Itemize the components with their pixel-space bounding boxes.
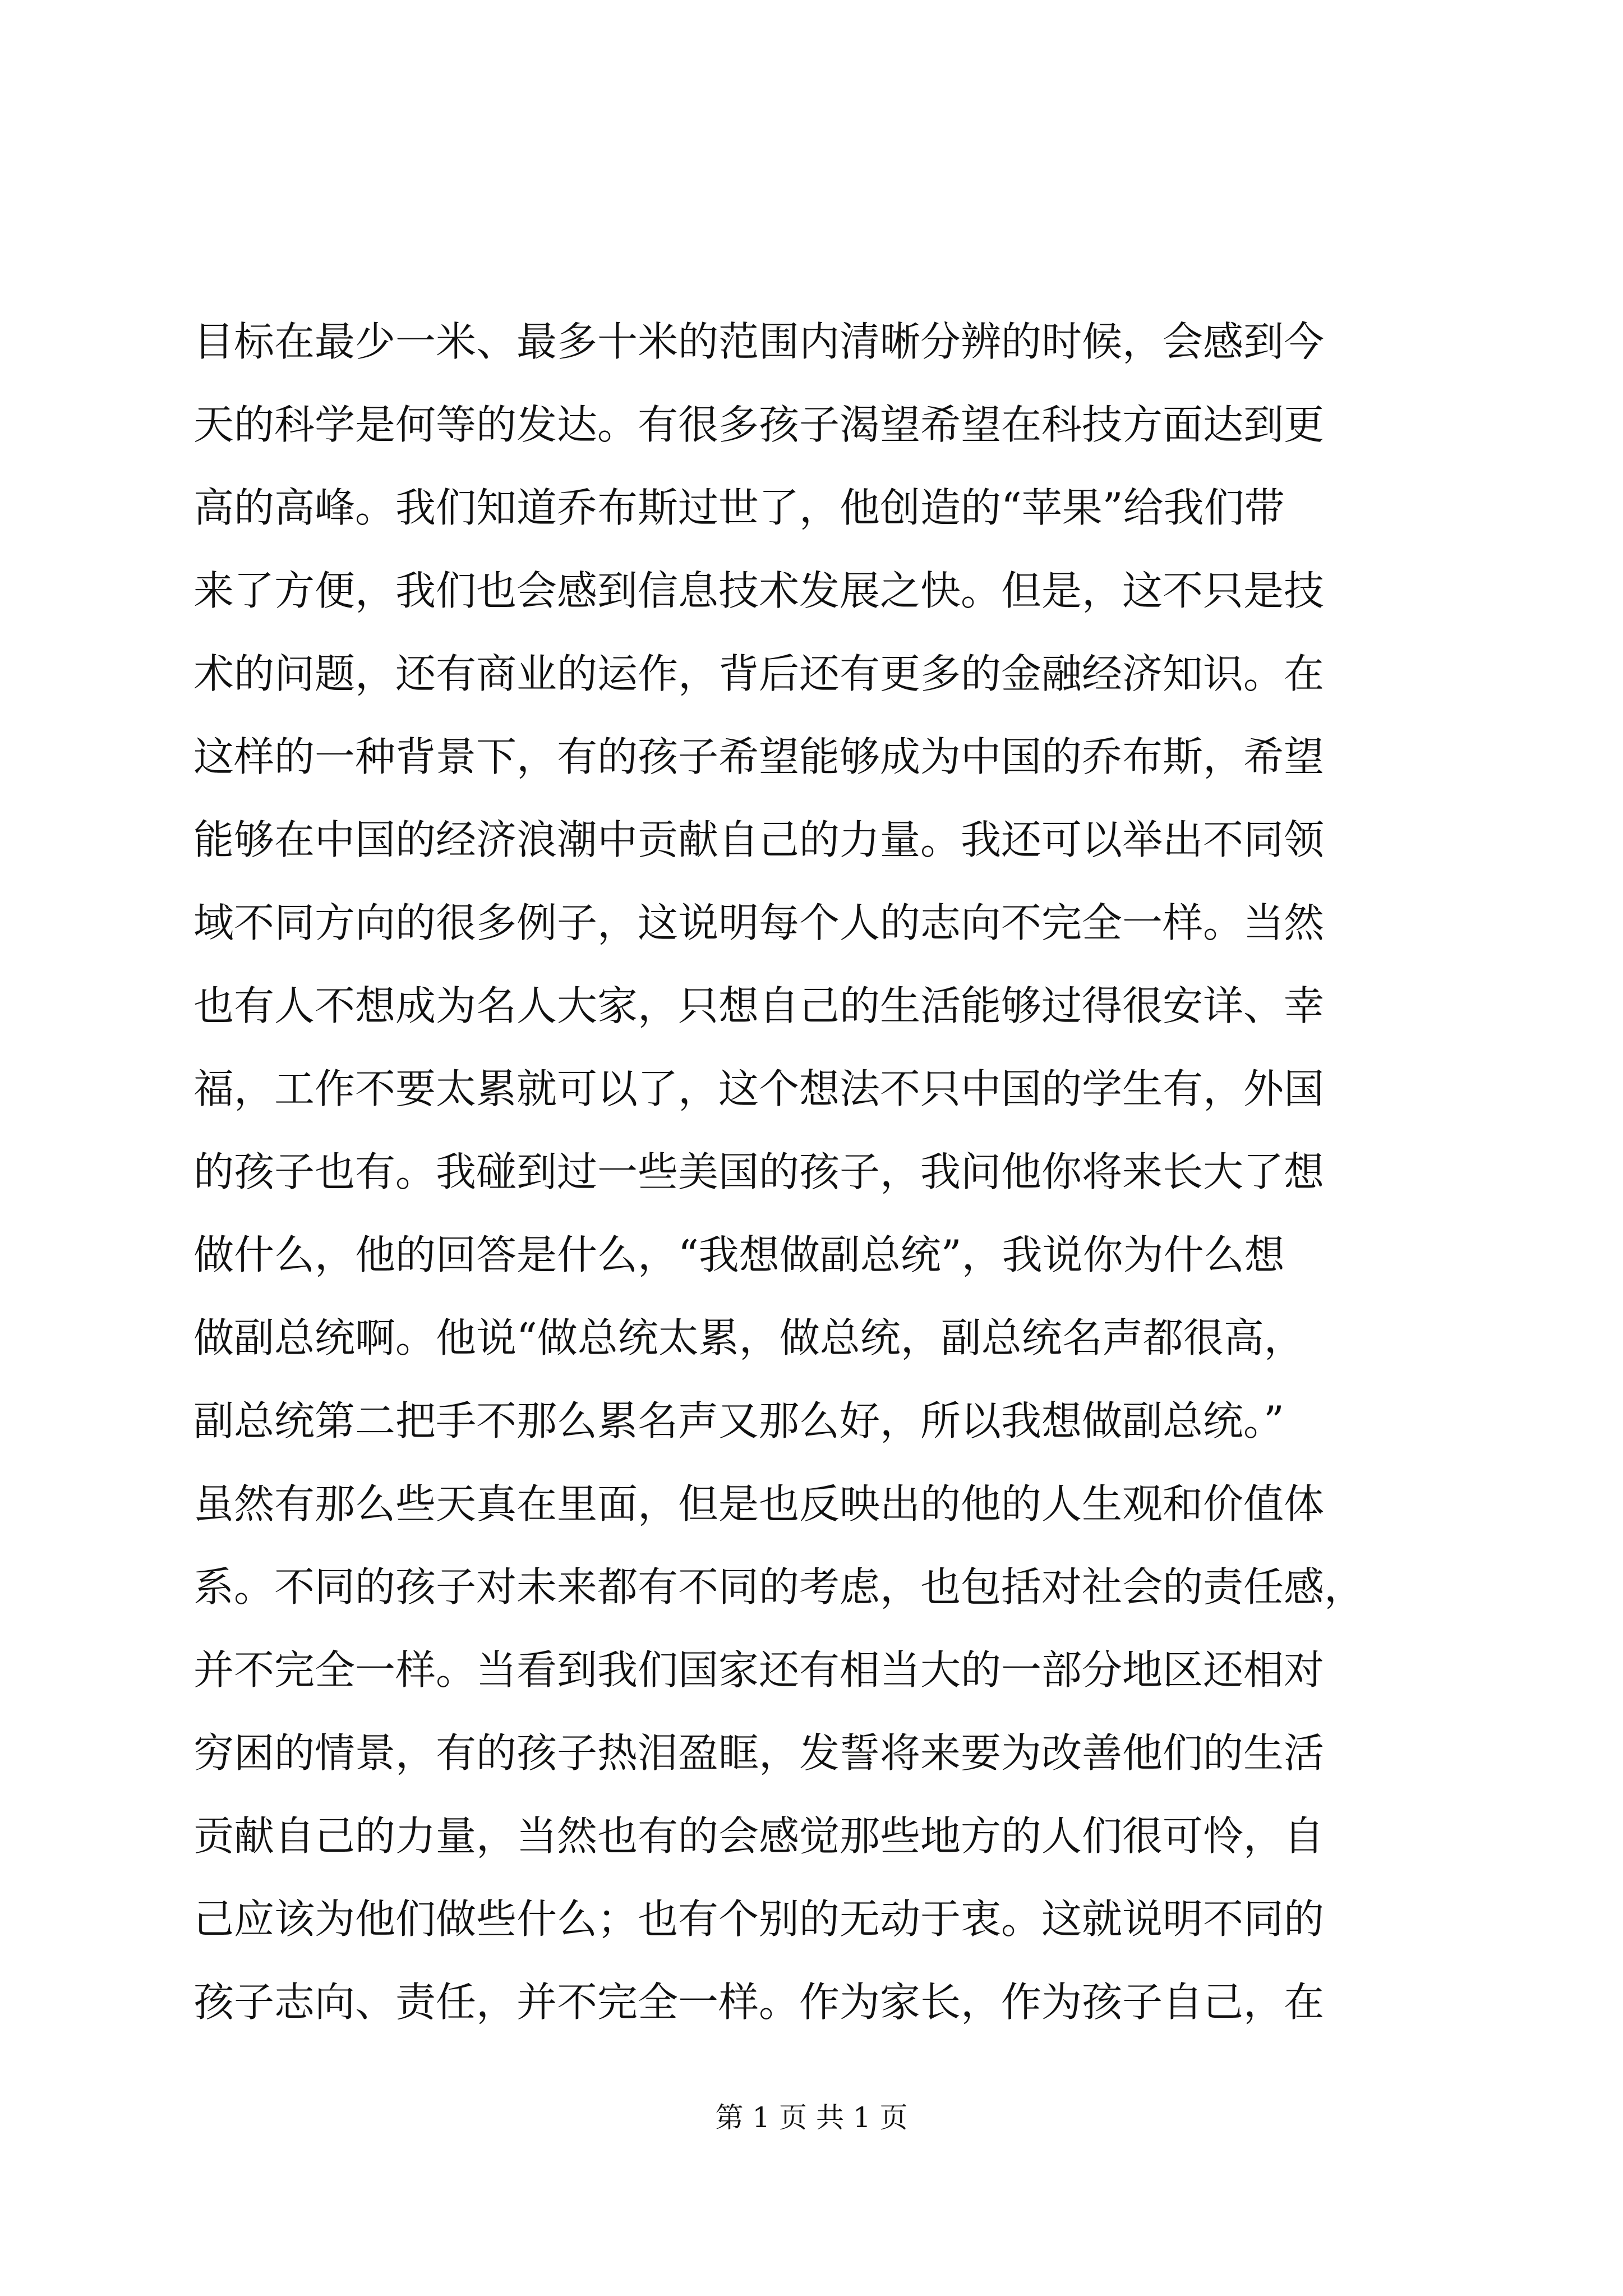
- text-line: 并不完全一样。当看到我们国家还有相当大的一部分地区还相对: [193, 1646, 1325, 1694]
- body-text: [193, 300, 1438, 2044]
- text-line: 天的科学是何等的发达。有很多孩子渴望希望在科技方面达到更: [193, 401, 1325, 448]
- text-line: 这样的一种背景下，有的孩子希望能够成为中国的乔布斯，希望: [193, 733, 1325, 780]
- text-line: 来了方便，我们也会感到信息技术发展之快。但是，这不只是技: [193, 567, 1325, 614]
- text-line: 做什么，他的回答是什么，“我想做副总统”，我说你为什么想: [193, 1231, 1285, 1278]
- page-footer: [0, 2101, 1623, 2134]
- text-line: 福，工作不要太累就可以了，这个想法不只中国的学生有，外国: [193, 1065, 1325, 1112]
- text-line: 能够在中国的经济浪潮中贡献自己的力量。我还可以举出不同领: [193, 816, 1325, 863]
- text-line: 的孩子也有。我碰到过一些美国的孩子，我问他你将来长大了想: [193, 1148, 1325, 1195]
- page-number-label: 第 1 页 共 1 页: [715, 2101, 908, 2134]
- text-line: 贡献自己的力量，当然也有的会感觉那些地方的人们很可怜，自: [193, 1812, 1325, 1860]
- text-line: 做副总统啊。他说“做总统太累，做总统，副总统名声都很高，: [193, 1314, 1304, 1361]
- text-line: 孩子志向、责任，并不完全一样。作为家长，作为孩子自己，在: [193, 1978, 1325, 2026]
- text-line: 目标在最少一米、最多十米的范围内清晰分辨的时候，会感到今: [193, 318, 1325, 365]
- text-line: 域不同方向的很多例子，这说明每个人的志向不完全一样。当然: [193, 899, 1325, 946]
- text-line: 副总统第二把手不那么累名声又那么好，所以我想做副总统。”: [193, 1397, 1284, 1444]
- text-line: 高的高峰。我们知道乔布斯过世了，他创造的“苹果”给我们带: [193, 484, 1285, 531]
- text-line: 系。不同的孩子对未来都有不同的考虑，也包括对社会的责任感，: [193, 1563, 1365, 1611]
- text-line: 穷困的情景，有的孩子热泪盈眶，发誓将来要为改善他们的生活: [193, 1729, 1325, 1777]
- text-line: 虽然有那么些天真在里面，但是也反映出的他的人生观和价值体: [193, 1480, 1325, 1527]
- text-line: 也有人不想成为名人大家，只想自己的生活能够过得很安详、幸: [193, 982, 1325, 1029]
- text-line: 己应该为他们做些什么；也有个别的无动于衷。这就说明不同的: [193, 1895, 1325, 1943]
- text-line: 术的问题，还有商业的运作，背后还有更多的金融经济知识。在: [193, 650, 1325, 697]
